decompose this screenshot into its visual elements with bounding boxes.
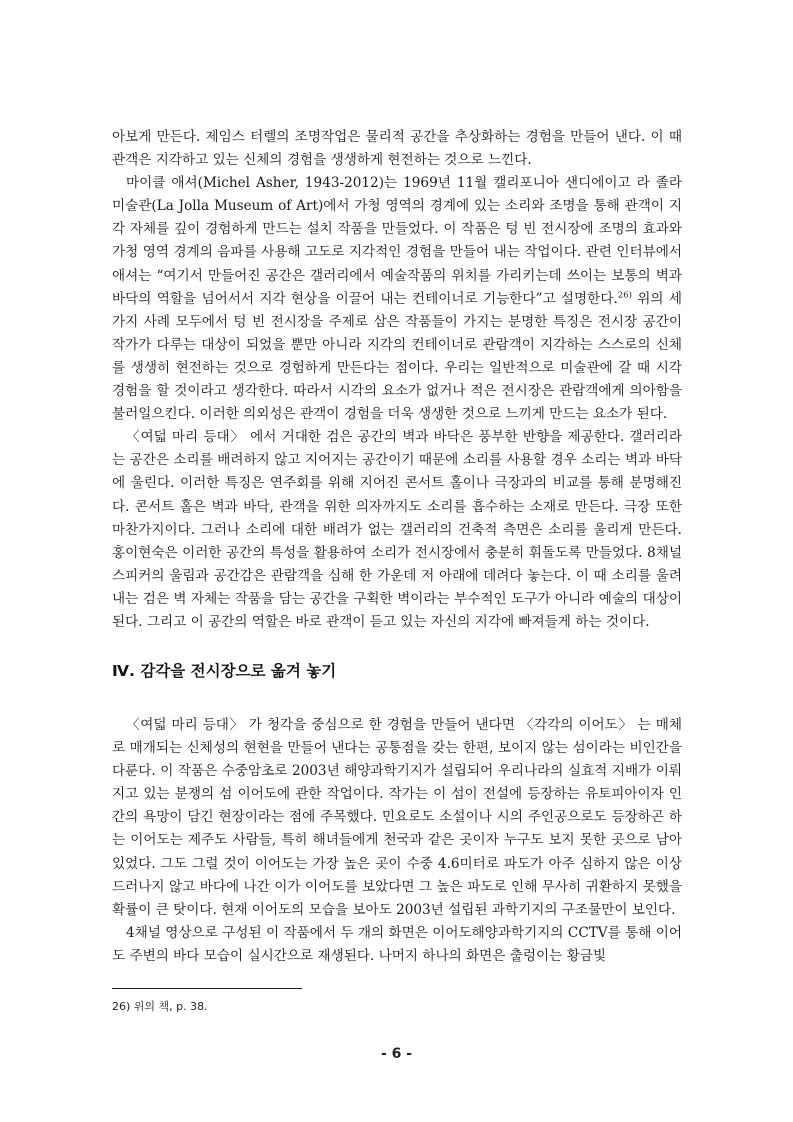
paragraph-3: 〈여덟 마리 등대〉 에서 거대한 검은 공간의 벽과 바닥은 풍부한 반향을 제공한다. 갤러리라는 공간은 소리를 배려하지 않고 지어지는 공간이기 때문에 소리를 사용할 경우 소리는 벽과 바닥에 울린다. 이러한 특징은 연주회를 위해 지어진 콘서트 홀이나 극장과의 비교를 통해 분명해진다. 콘서트 홀은 벽과 바닥, 관객을 위한 의자까지도 소리를 흡수하는 소재로 만든다. 극장 또한 마찬가지이다. 그러나 소리에 대한 배려가 없는 갤러리의 건축적 측면은 소리를 울리게 만든다. 홍이현숙은 이러한 공간의 특성을 활용하여 소리가 전시장에서 충분히 휘돌도록 만들었다. 8채널 스피커의 울림과 공간감은 관람객을 심해 한 가운데 저 아래에 데려다 놓는다. 이 때 소리를 울려 내는 검은 벽 자체는 작품을 담는 공간을 구획한 벽이라는 부수적인 도구가 아니라 예술의 대상이 된다. 그리고 이 공간의 역할은 바로 관객이 듣고 있는 자신의 지각에 빠져들게 하는 것이다. (112, 429, 682, 630)
paragraph-2-text: 마이클 애셔(Michel Asher, 1943-2012)는 1969년 11월 캘리포니아 샌디에이고 라 졸라 미술관(La Jolla Museum of Art)에서 가청 영역의 경계에 있는 소리와 조명을 통해 관객이 지각 자체를 깊이 경험하게 만드는 설치 작품을 만들었다. 이 작품은 텅 빈 전시장에 조명의 효과와 가청 영역 경계의 음파를 사용해 고도로 지각적인 경험을 만들어 내는 작업이다. 관련 인터뷰에서 애셔는 “여기서 만들어진 공간은 갤러리에서 예술작품의 위치를 가리키는데 쓰이는 보통의 벽과 바닥의 역할을 넘어서서 지각 현상을 이끌어 내는 컨테이너로 기능한다”고 설명한다. (112, 175, 682, 307)
paragraph-4: 〈여덟 마리 등대〉 가 청각을 중심으로 한 경험을 만들어 낸다면 〈각각의 이어도〉 는 매체로 매개되는 신체성의 현현을 만들어 낸다는 공통점을 갖는 한편, 보이지 않는 섬이라는 비인간을 다룬다. 이 작품은 수중암초로 2003년 해양과학기지가 설립되어 우리나라의 실효적 지배가 이뤄지고 있는 분쟁의 섬 이어도에 관한 작업이다. 작가는 이 섬이 전설에 등장하는 유토피아이자 인간의 욕망이 담긴 현장이라는 점에 주목했다. 민요로도 소설이나 시의 주인공으로도 등장하곤 하는 이어도는 제주도 사람들, 특히 해녀들에게 천국과 같은 곳이자 누구도 보지 못한 곳으로 남아있었다. 그도 그럴 것이 이어도는 가장 높은 곳이 수중 4.6미터로 파도가 아주 심하지 않은 이상 드러나지 않고 바다에 나간 이가 이어도를 보았다면 그 높은 파도로 인해 무사히 귀환하지 못했을 확률이 큰 탓이다. 현재 이어도의 모습을 보아도 2003년 설립된 과학기지의 구조물만이 보인다. (112, 717, 682, 918)
footnote-divider (112, 988, 302, 989)
paragraph-5: 4채널 영상으로 구성된 이 작품에서 두 개의 화면은 이어도해양과학기지의 CCTV를 통해 이어도 주변의 바다 모습이 실시간으로 재생된다. 나머지 하나의 화면은 출렁이는 황금빛 (112, 924, 682, 964)
footnote-26: 26) 위의 책, p. 38. (112, 1000, 208, 1013)
paragraph-2-text-after: 위의 세 가지 사례 모두에서 텅 빈 전시장을 주제로 삼은 작품들이 가지는 분명한 특징은 전시장 공간이 작가가 다루는 대상이 되었을 뿐만 아니라 지각의 컨테이너로 관람객이 지각하는 스스로의 신체를 생생히 현전하는 것으로 경험하게 만든다는 점이다. 우리는 일반적으로 미술관에 갈 때 시각 경험을 할 것이라고 생각한다. 따라서 시각의 요소가 없거나 적은 전시장은 관람객에게 의아함을 불러일으킨다. 이러한 의외성은 관객이 경험을 더욱 생생한 것으로 느끼게 만드는 요소가 된다. (112, 290, 682, 423)
page-number: - 6 - (380, 1046, 413, 1062)
body-text-top (112, 126, 682, 634)
paragraph-1: 아보게 만든다. 제임스 터렐의 조명작업은 물리적 공간을 추상화하는 경험을 만들어 낸다. 이 때 관객은 지각하고 있는 신체의 경험을 생생하게 현전하는 것으로 느낀다. (112, 129, 682, 169)
section-heading: Ⅳ. 감각을 전시장으로 옮겨 놓기 (112, 662, 337, 680)
footnote-ref-26[interactable]: 26) (617, 290, 632, 301)
body-text-section (112, 714, 682, 968)
paragraph-2 (112, 172, 682, 426)
